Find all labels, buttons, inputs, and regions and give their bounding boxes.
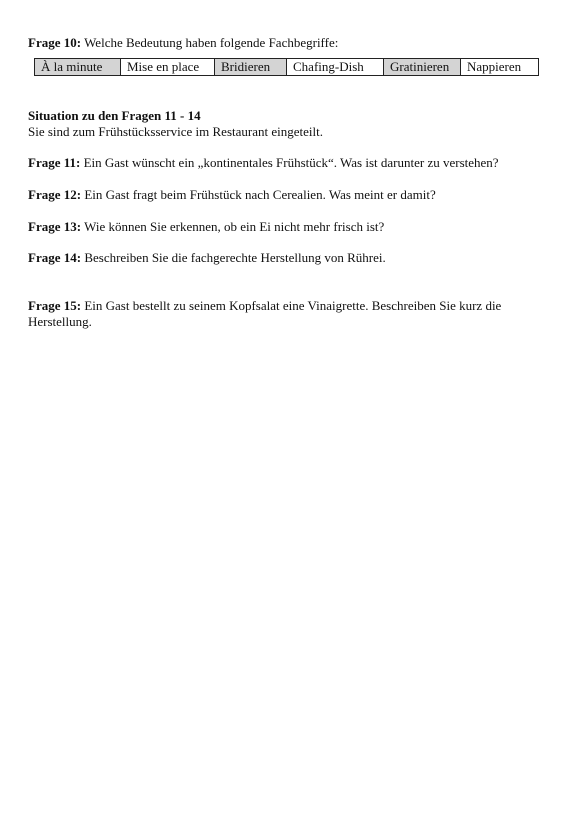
terms-table bbox=[34, 58, 539, 76]
question-13-label: Frage 13: bbox=[28, 219, 82, 234]
question-15 bbox=[28, 298, 538, 330]
question-10-text: Welche Bedeutung haben folgende Fachbegriffe: bbox=[81, 35, 339, 50]
question-15-text: Ein Gast bestellt zu seinem Kopfsalat eine Vinaigrette. Beschreiben Sie kurz die Herstellung. bbox=[28, 298, 502, 329]
term-cell: Bridieren bbox=[215, 59, 287, 75]
term-cell: Gratinieren bbox=[384, 59, 461, 75]
question-11-label: Frage 11: bbox=[28, 155, 81, 170]
question-12 bbox=[28, 187, 436, 203]
question-10-label: Frage 10: bbox=[28, 35, 82, 50]
question-12-text: Ein Gast fragt beim Frühstück nach Cerealien. Was meint er damit? bbox=[81, 187, 436, 202]
question-11-text: Ein Gast wünscht ein „kontinentales Frühstück“. Was ist darunter zu verstehen? bbox=[80, 155, 499, 170]
question-13 bbox=[28, 219, 384, 235]
situation-title bbox=[28, 108, 201, 124]
question-15-label: Frage 15: bbox=[28, 298, 82, 313]
situation-title-text: Situation zu den Fragen 11 - 14 bbox=[28, 108, 201, 123]
term-cell: Chafing-Dish bbox=[287, 59, 384, 75]
question-10 bbox=[28, 35, 338, 51]
situation-text: Sie sind zum Frühstücksservice im Restaurant eingeteilt. bbox=[28, 124, 323, 139]
question-13-text: Wie können Sie erkennen, ob ein Ei nicht mehr frisch ist? bbox=[81, 219, 385, 234]
question-14-label: Frage 14: bbox=[28, 250, 82, 265]
question-11 bbox=[28, 155, 499, 171]
question-14-text: Beschreiben Sie die fachgerechte Herstellung von Rührei. bbox=[81, 250, 386, 265]
term-cell: Nappieren bbox=[461, 59, 539, 75]
term-cell: À la minute bbox=[35, 59, 121, 75]
term-cell: Mise en place bbox=[121, 59, 215, 75]
question-12-label: Frage 12: bbox=[28, 187, 82, 202]
question-14 bbox=[28, 250, 386, 266]
